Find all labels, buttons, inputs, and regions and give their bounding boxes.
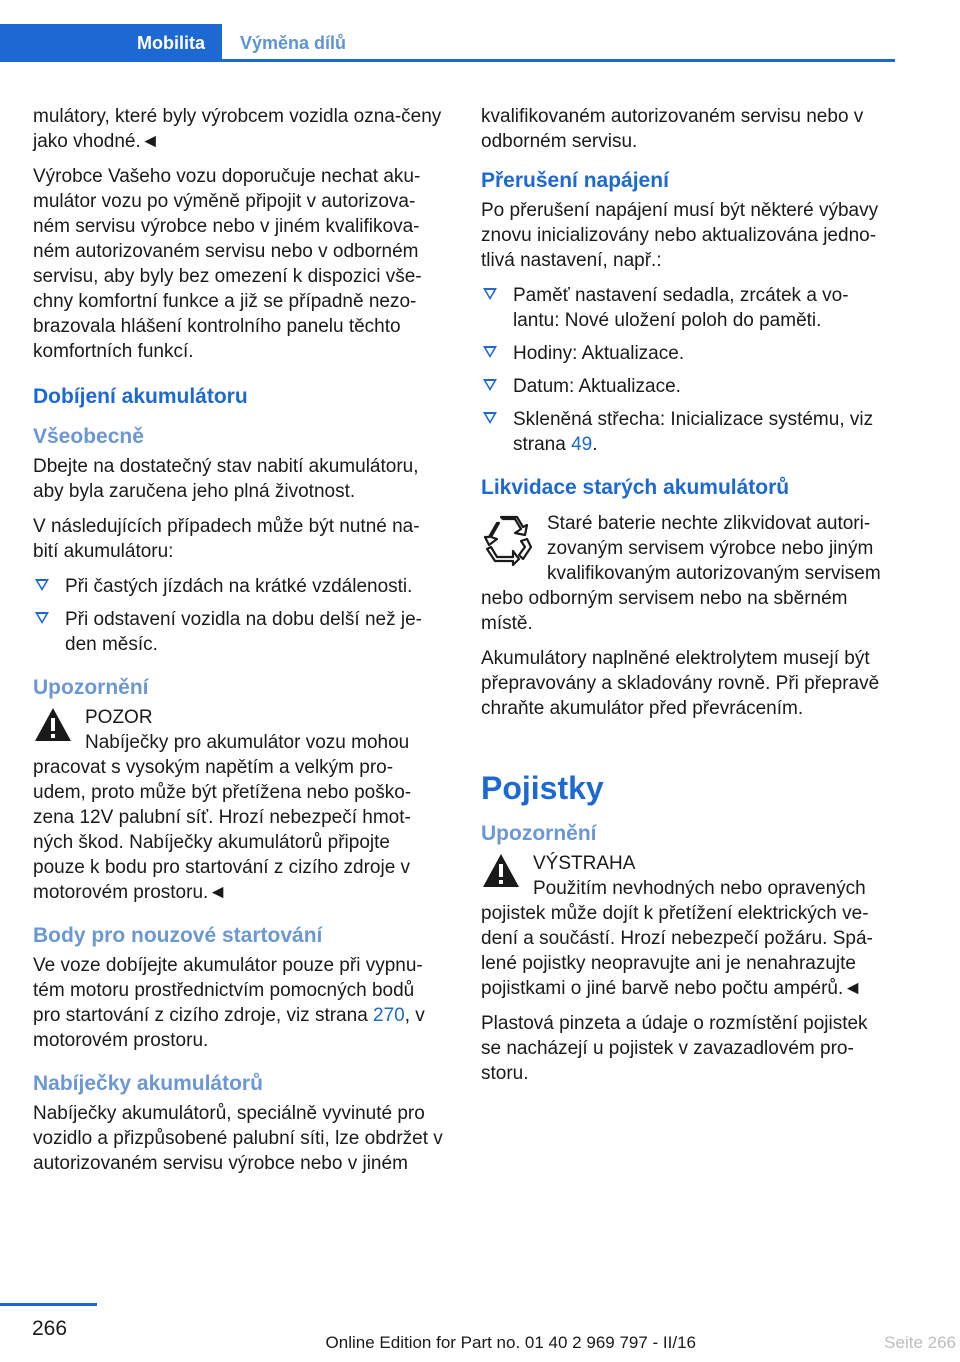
warning-text: Nabíječky pro akumulátor vozu mohou pracovat s vysokým napětím a velkým pro‐udem, proto může být přetížena nebo poško‐zena 12V palubní síť. Hrozí nebezpečí hmot‐ných škod. Nabíječky akumulátorů připojte pouze k bodu pro startování z cizího zdroje v motorovém prostoru.◄ [33,732,412,903]
heading-chargers: Nabíječky akumulátorů [33,1072,263,1095]
triangle-bullet-icon [483,288,497,300]
triangle-bullet-icon [35,612,49,624]
right-column [481,104,891,1096]
paragraph: Výrobce Vašeho vozu doporučuje nechat aku‐mulátor vozu po výměně připojit v autorizova‐ném servisu výrobce nebo v jiném kvalifikova‐ném autorizovaném servisu nebo v odborném servisu, aby byly bez omezení k dispozici vše‐chny komfortní funkce a již se případně nezo‐brazovala hlášení kontrolního panelu těchto komfortních funkcí. [33,166,422,362]
paragraph: Po přerušení napájení musí být některé výbavy znovu inicializovány nebo aktualizována jedno‐tlivá nastavení, např.: [481,200,879,271]
heading-power-interruption: Přerušení napájení [481,169,669,192]
paragraph: Staré baterie nechte zlikvidovat autori‐zovaným servisem výrobce nebo jiným kvalifikovaným autorizovaným servisem nebo odborným servisem nebo na sběrném místě. [481,513,881,634]
warning-box [481,851,891,1001]
list-item: Při častých jízdách na krátké vzdálenosti. [33,574,443,599]
header-rule [0,59,895,62]
watermark: Seite 266 [884,1333,956,1352]
paragraph: mulátory, které byly výrobcem vozidla ozna‐čeny jako vhodné.◄ [33,106,442,152]
page-header [0,24,895,62]
warning-box [33,705,443,905]
heading-fuses: Pojistky [481,770,604,806]
list-item: Hodiny: Aktualizace. [481,341,891,366]
page-link-49[interactable]: 49 [571,434,593,455]
paragraph: kvalifikovaném autorizovaném servisu nebo v odborném servisu. [481,106,864,152]
warning-title: VÝSTRAHA [533,853,636,874]
paragraph: Ve voze dobíjejte akumulátor pouze při vypnu‐tém motoru prostřednictvím pomocných bodů pro startování z cizího zdroje, viz strana 270, v motorovém prostoru. [33,955,425,1051]
bullet-list [481,283,891,457]
triangle-bullet-icon [35,579,49,591]
paragraph: V následujících případech může být nutné na‐bití akumulátoru: [33,516,420,562]
triangle-bullet-icon [483,346,497,358]
page-link-270[interactable]: 270 [373,1005,405,1026]
warning-title: POZOR [85,707,153,728]
tab-vymena-dilu[interactable]: Výměna dílů [240,32,347,53]
heading-notice: Upozornění [33,676,149,699]
warning-text: Použitím nevhodných nebo opravených pojistek může dojít k přetížení elektrických ve‐dení a součástí. Hrozí nebezpečí požáru. Spá‐lené pojistky neopravujte ani je nenahrazujte pojistkami o jiné barvě nebo počtu ampérů.◄ [481,878,873,999]
disposal-block [481,511,891,646]
warning-triangle-icon [481,851,521,891]
heading-disposal: Likvidace starých akumulátorů [481,476,790,499]
paragraph: Plastová pinzeta a údaje o rozmístění pojistek se nacházejí u pojistek v zavazadlovém pro‐storu. [481,1013,868,1084]
left-column [33,104,443,1186]
tab-mobilita[interactable]: Mobilita [0,24,222,62]
recycling-icon [481,511,537,567]
paragraph: Nabíječky akumulátorů, speciálně vyvinuté pro vozidlo a přizpůsobené palubní síti, lze obdržet v autorizovaném servisu výrobce nebo v jiném [33,1103,443,1174]
triangle-bullet-icon [483,379,497,391]
triangle-bullet-icon [483,412,497,424]
list-item: Při odstavení vozidla na dobu delší než je‐den měsíc. [33,607,443,657]
page-number-rule [0,1303,97,1306]
edition-note: Online Edition for Part no. 01 40 2 969 797 - II/16 [325,1333,696,1352]
page-number: 266 [32,1317,68,1340]
bullet-list [33,574,443,657]
heading-charging: Dobíjení akumulátoru [33,385,248,408]
heading-general: Všeobecně [33,425,144,448]
paragraph: Akumulátory naplněné elektrolytem musejí být přepravovány a skladovány rovně. Při přepravě chraňte akumulátor před převrácením. [481,648,880,719]
paragraph: Dbejte na dostatečný stav nabití akumulátoru, aby byla zaručena jeho plná životnost. [33,456,419,502]
list-item: Skleněná střecha: Inicializace systému, viz strana 49. [481,407,891,457]
list-item: Paměť nastavení sedadla, zrcátek a vo‐lantu: Nové uložení poloh do paměti. [481,283,891,333]
list-item: Datum: Aktualizace. [481,374,891,399]
heading-notice: Upozornění [481,822,597,845]
warning-triangle-icon [33,705,73,745]
heading-jump-start: Body pro nouzové startování [33,924,323,947]
